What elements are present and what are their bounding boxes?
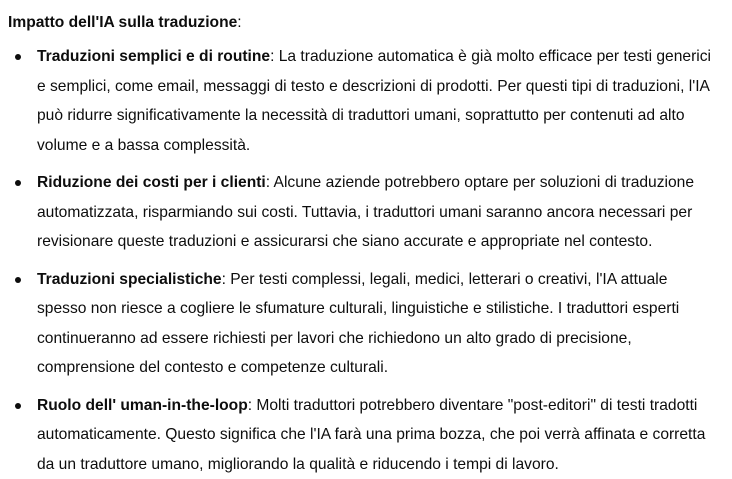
bullet-list: [8, 42, 732, 479]
list-item: [8, 265, 732, 383]
section-heading-title: Impatto dell'IA sulla traduzione: [8, 14, 237, 31]
list-item-title: Traduzioni specialistiche: [37, 271, 222, 288]
bullet-icon: [15, 180, 21, 186]
list-item-title: Ruolo dell' uman-in-the-loop: [37, 397, 248, 414]
list-item: [8, 168, 732, 257]
list-item-text: : Per testi complessi, legali, medici, letterari o creativi, l'IA attuale spesso non riesce a cogliere le sfumature culturali, linguistiche e stilistiche. I traduttori esperti continueranno ad essere richiesti per lavori che richiedono un alto grado di precisione, comprensione del contesto e competenze culturali.: [37, 271, 679, 377]
list-item: [8, 391, 732, 479]
bullet-icon: [15, 277, 21, 283]
list-item-text: : Alcune aziende potrebbero optare per soluzioni di traduzione automatizzata, risparmiando sui costi. Tuttavia, i traduttori umani saranno ancora necessari per revisionare queste traduzioni e assicurarsi che siano accurate e appropriate nel contesto.: [37, 174, 694, 250]
list-item-text: : La traduzione automatica è già molto efficace per testi generici e semplici, come email, messaggi di testo e descrizioni di prodotti. Per questi tipi di traduzioni, l'IA può ridurre significativamente la necessità di traduttori umani, soprattutto per contenuti ad alto volume e a bassa complessità.: [37, 48, 711, 154]
bullet-icon: [15, 54, 21, 60]
list-item-text: : Molti traduttori potrebbero diventare "post-editori" di testi tradotti automaticamente. Questo significa che l'IA farà una prima bozza, che poi verrà affinata e corretta da un traduttore umano, migliorando la qualità e riducendo i tempi di lavoro.: [37, 397, 705, 473]
list-item: [8, 42, 732, 160]
section-heading: [8, 10, 732, 36]
bullet-icon: [15, 403, 21, 409]
list-item-title: Traduzioni semplici e di routine: [37, 48, 270, 65]
section-heading-colon: :: [237, 14, 241, 31]
list-item-title: Riduzione dei costi per i clienti: [37, 174, 266, 191]
